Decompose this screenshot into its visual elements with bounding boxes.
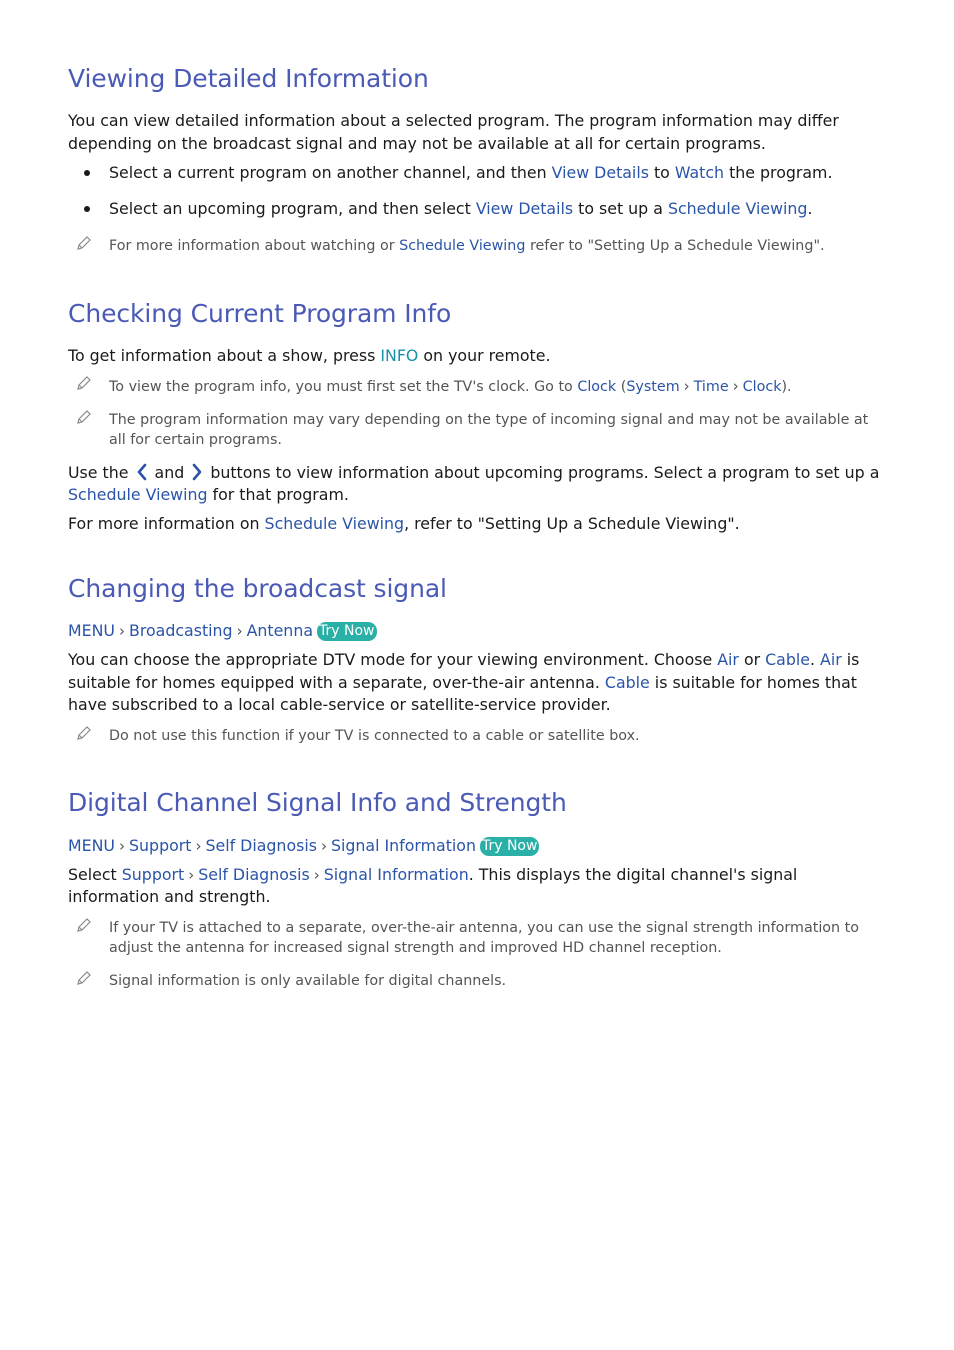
path-support: Support bbox=[129, 836, 192, 855]
text: and bbox=[154, 463, 185, 482]
text: Select a current program on another channel, and then bbox=[109, 163, 552, 182]
keyword-schedule-viewing: Schedule Viewing bbox=[264, 514, 405, 533]
chevron-right-icon: › bbox=[195, 837, 202, 855]
note: The program information may vary depending on the type of incoming signal and may not be available at bbox=[109, 412, 869, 428]
paragraph: depending on the broadcast signal and may not be available at all for certain programs. bbox=[68, 134, 766, 153]
chevron-right-icon: › bbox=[119, 837, 125, 855]
keyword-schedule-viewing: Schedule Viewing bbox=[667, 199, 808, 218]
keyword-view-details: View Details bbox=[475, 199, 574, 218]
pencil-icon bbox=[75, 724, 93, 742]
pencil-icon bbox=[75, 408, 93, 426]
note: If your TV is attached to a separate, over-the-air antenna, you can use the signal strength information to bbox=[109, 920, 859, 936]
paragraph bbox=[68, 672, 857, 694]
heading-digital-channel-signal-info: Digital Channel Signal Info and Strength bbox=[68, 788, 567, 817]
keyword-support: Support bbox=[121, 865, 185, 884]
note: Do not use this function if your TV is connected to a cable or satellite box. bbox=[109, 728, 640, 744]
keyword-signal-information: Signal Information bbox=[323, 865, 469, 884]
keyword-air: Air bbox=[717, 650, 739, 669]
path-signal-information: Signal Information bbox=[330, 836, 476, 855]
text: Select an upcoming program, and then select bbox=[109, 199, 476, 218]
text: Select bbox=[68, 865, 122, 884]
keyword-clock: Clock bbox=[577, 379, 617, 395]
heading-checking-current-program-info: Checking Current Program Info bbox=[68, 299, 452, 328]
try-now-button[interactable]: Try Now bbox=[481, 838, 538, 854]
text: the program. bbox=[724, 163, 833, 182]
paragraph: have subscribed to a local cable-service or satellite-service provider. bbox=[68, 695, 611, 714]
pencil-icon bbox=[75, 234, 93, 252]
paragraph bbox=[68, 462, 879, 484]
bullet-item bbox=[109, 162, 832, 184]
bullet-item bbox=[109, 198, 813, 220]
keyword-system: System bbox=[626, 379, 680, 395]
paragraph: information and strength. bbox=[68, 887, 271, 906]
keyword-self-diagnosis: Self Diagnosis bbox=[198, 865, 310, 884]
text: ). bbox=[781, 379, 792, 395]
text: buttons to view information about upcoming programs. Select a program to set up a bbox=[210, 463, 880, 482]
keyword-view-details: View Details bbox=[551, 163, 649, 182]
text: Use the bbox=[68, 463, 129, 482]
text: is bbox=[841, 650, 860, 669]
text: refer to "Setting Up a Schedule Viewing". bbox=[525, 238, 825, 254]
keyword-watch: Watch bbox=[674, 163, 725, 182]
heading-viewing-detailed-information: Viewing Detailed Information bbox=[68, 64, 429, 93]
keyword-air: Air bbox=[820, 650, 842, 669]
try-now-button[interactable]: Try Now bbox=[319, 623, 375, 639]
bullet-icon bbox=[84, 170, 90, 176]
text: . bbox=[807, 199, 813, 218]
text: to bbox=[648, 163, 675, 182]
pencil-icon bbox=[75, 969, 93, 987]
path-menu: MENU bbox=[68, 621, 115, 640]
keyword-info: INFO bbox=[380, 346, 419, 365]
path-broadcasting: Broadcasting bbox=[129, 621, 233, 640]
menu-path bbox=[68, 835, 539, 857]
chevron-right-icon bbox=[191, 463, 203, 481]
text: to set up a bbox=[573, 199, 668, 218]
keyword-clock: Clock bbox=[742, 379, 782, 395]
text: You can choose the appropriate DTV mode for your viewing environment. Choose bbox=[68, 650, 718, 669]
paragraph bbox=[68, 864, 797, 886]
text: for that program. bbox=[207, 485, 349, 504]
chevron-left-icon bbox=[136, 463, 148, 481]
text: To view the program info, you must first set the TV's clock. Go to bbox=[109, 379, 578, 395]
chevron-right-icon: › bbox=[320, 837, 327, 855]
text: For more information about watching or bbox=[109, 238, 400, 254]
text: suitable for homes equipped with a separate, over-the-air antenna. bbox=[68, 673, 605, 692]
text: is suitable for homes that bbox=[649, 673, 857, 692]
path-self-diagnosis: Self Diagnosis bbox=[205, 836, 317, 855]
note bbox=[109, 236, 825, 256]
chevron-right-icon: › bbox=[119, 622, 125, 640]
keyword-time: Time bbox=[693, 379, 729, 395]
text: ( bbox=[616, 379, 627, 395]
path-antenna: Antenna bbox=[246, 621, 314, 640]
text: , refer to "Setting Up a Schedule Viewing". bbox=[404, 514, 740, 533]
text: . bbox=[810, 650, 821, 669]
text: . This displays the digital channel's signal bbox=[468, 865, 798, 884]
text: or bbox=[738, 650, 766, 669]
text: To get information about a show, press bbox=[68, 346, 381, 365]
text: For more information on bbox=[68, 514, 265, 533]
menu-path bbox=[68, 620, 377, 642]
pencil-icon bbox=[75, 374, 93, 392]
path-menu: MENU bbox=[68, 836, 115, 855]
keyword-schedule-viewing: Schedule Viewing bbox=[399, 238, 526, 254]
heading-changing-broadcast-signal: Changing the broadcast signal bbox=[68, 574, 447, 603]
chevron-right-icon: › bbox=[683, 377, 690, 395]
paragraph bbox=[68, 649, 859, 671]
chevron-right-icon: › bbox=[313, 866, 320, 884]
paragraph bbox=[68, 484, 349, 506]
chevron-right-icon: › bbox=[732, 377, 739, 395]
bullet-icon bbox=[84, 206, 90, 212]
pencil-icon bbox=[75, 916, 93, 934]
paragraph bbox=[68, 513, 740, 535]
text: on your remote. bbox=[418, 346, 551, 365]
chevron-right-icon: › bbox=[188, 866, 195, 884]
note: all for certain programs. bbox=[109, 432, 282, 448]
chevron-right-icon: › bbox=[236, 622, 243, 640]
note bbox=[109, 376, 792, 397]
keyword-cable: Cable bbox=[604, 673, 650, 692]
paragraph: You can view detailed information about a selected program. The program information may differ bbox=[68, 111, 839, 130]
note: adjust the antenna for increased signal strength and improved HD channel reception. bbox=[109, 940, 722, 956]
keyword-cable: Cable bbox=[765, 650, 810, 669]
note: Signal information is only available for digital channels. bbox=[109, 973, 507, 989]
paragraph bbox=[68, 345, 550, 367]
keyword-schedule-viewing: Schedule Viewing bbox=[68, 485, 208, 504]
